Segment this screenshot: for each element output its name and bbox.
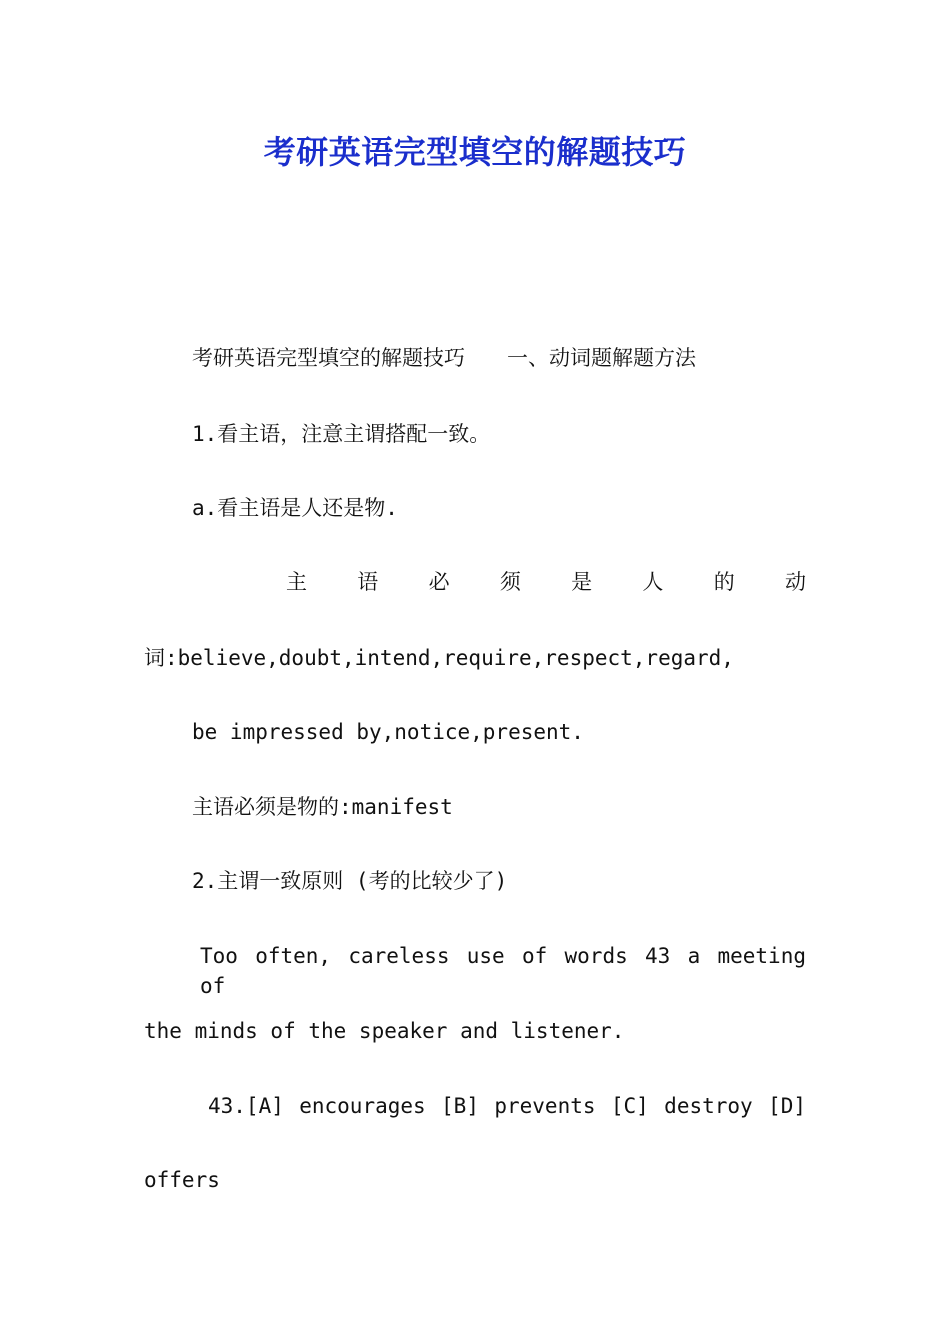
person-subject-verbs-list-cont: be impressed by,notice,present. bbox=[192, 720, 584, 744]
point-a-heading: a.看主语是人还是物. bbox=[192, 496, 398, 520]
person-subject-verbs-list: 词:believe,doubt,intend,require,respect,regard, bbox=[144, 646, 734, 670]
document-title: 考研英语完型填空的解题技巧 bbox=[263, 133, 687, 171]
thing-subject-verbs: 主语必须是物的:manifest bbox=[192, 795, 453, 819]
question-43-options: 43.[A] encourages [B] prevents [C] destroy [D] bbox=[208, 1094, 806, 1118]
person-subject-verbs-label: 主 语 必 须 是 人 的 动 bbox=[286, 570, 806, 594]
example-sentence-line-1: Too often, careless use of words 43 a meeting of bbox=[200, 944, 806, 998]
intro-line: 考研英语完型填空的解题技巧 一、动词题解题方法 bbox=[192, 346, 696, 370]
question-43-options-cont: offers bbox=[144, 1168, 220, 1192]
point-1-heading: 1.看主语，注意主谓搭配一致。 bbox=[192, 422, 491, 446]
example-sentence-line-2: the minds of the speaker and listener. bbox=[144, 1019, 625, 1043]
point-2-heading: 2.主谓一致原则 (考的比较少了) bbox=[192, 869, 508, 893]
